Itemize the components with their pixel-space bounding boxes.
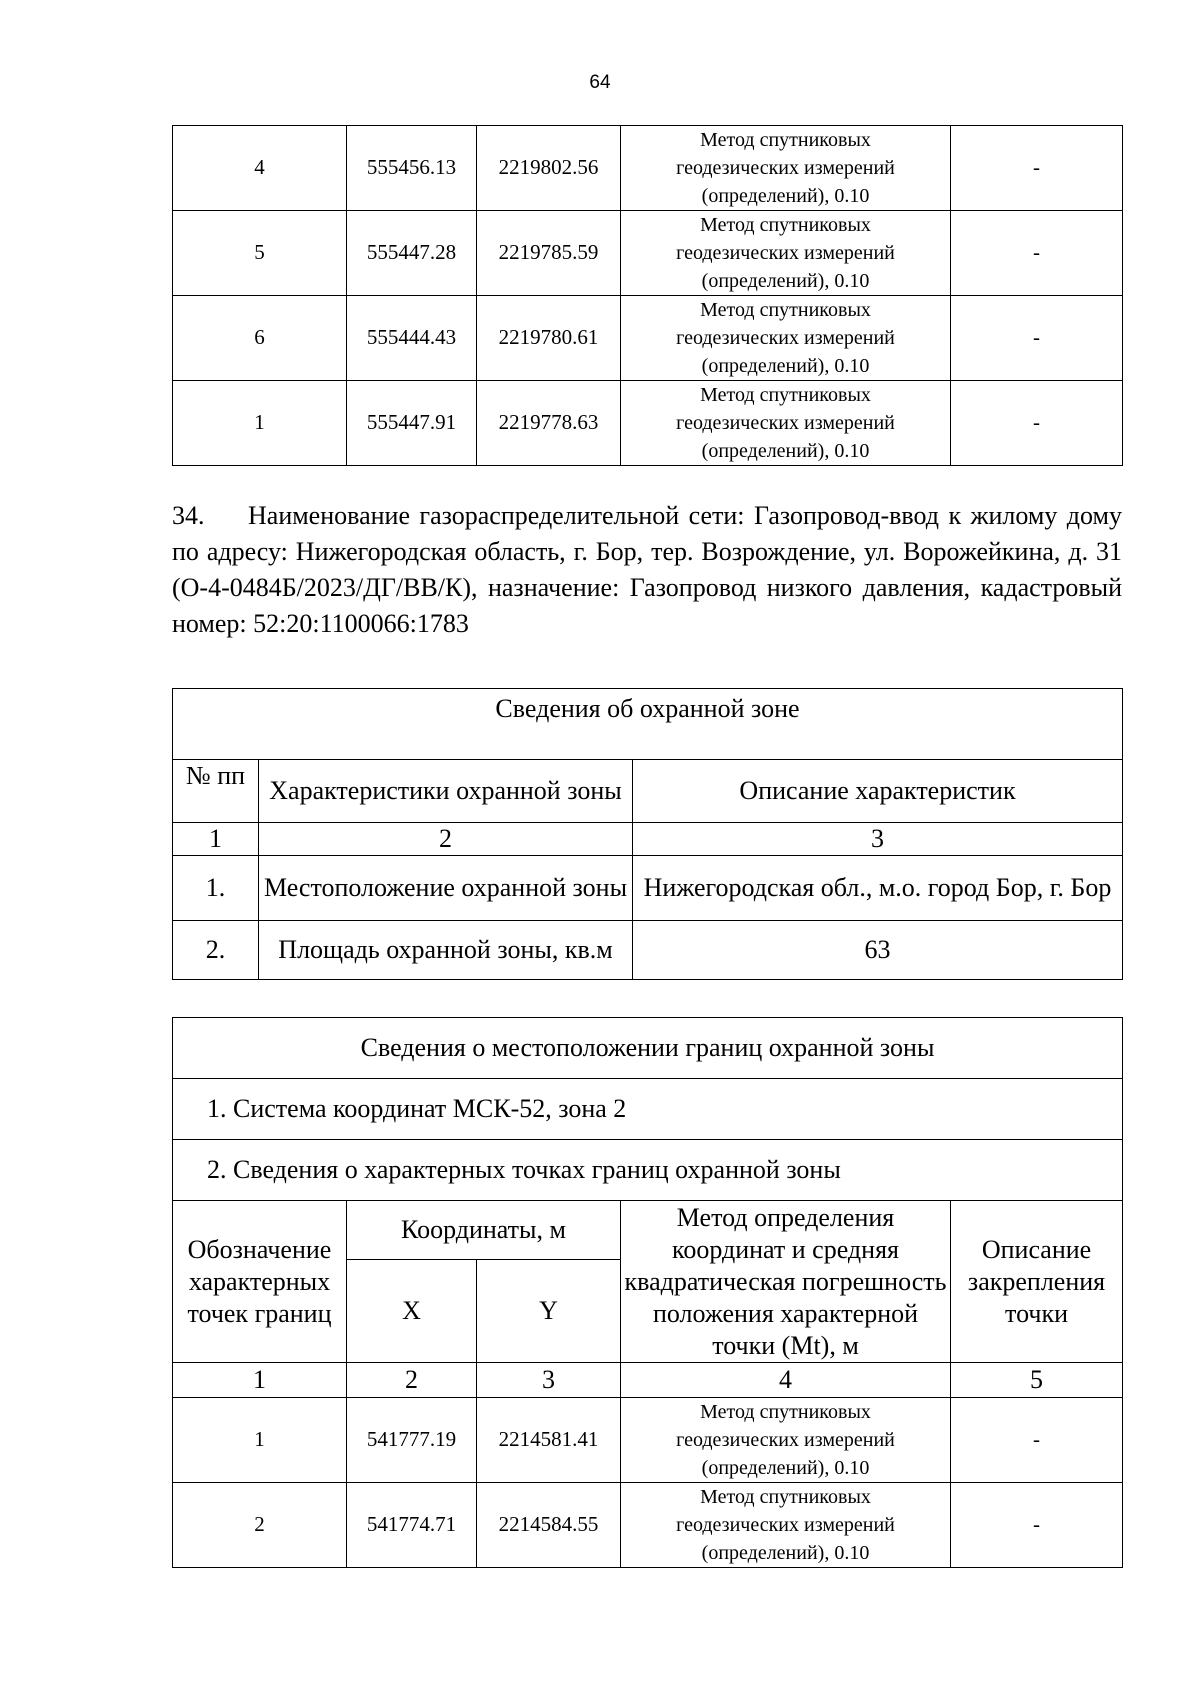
header-characteristics: Характеристики охранной зоны: [259, 760, 633, 823]
method-line: геодезических измерений: [676, 157, 895, 179]
point-label: 4: [173, 126, 347, 211]
method-line: Метод спутниковых: [700, 214, 871, 236]
fixation-description: -: [951, 126, 1123, 211]
method-line: геодезических измерений: [676, 412, 895, 434]
point-label: 6: [173, 296, 347, 381]
table-row: [173, 211, 1123, 296]
method-line: (определений), 0.10: [701, 185, 870, 207]
method-line: Метод спутниковых: [700, 384, 871, 406]
coordinate-x: 541774.71: [347, 1483, 477, 1568]
method-line: Метод спутниковых: [700, 129, 871, 151]
boundary-table-title: Сведения о местоположении границ охранной зоны: [173, 1018, 1123, 1079]
method-cell: [621, 1398, 951, 1483]
coordinate-system: 1. Система координат МСК-52, зона 2: [173, 1079, 1123, 1140]
coordinate-x: 555444.43: [347, 296, 477, 381]
method-cell: [621, 296, 951, 381]
zone-table-title: Сведения об охранной зоне: [173, 689, 1123, 760]
header-coordinates: Координаты, м: [347, 1201, 621, 1260]
column-number: 1: [173, 823, 259, 856]
coordinate-y: 2219778.63: [477, 381, 621, 466]
page-number: 64: [589, 72, 611, 93]
fixation-description: -: [951, 211, 1123, 296]
header-fixation: Описание закрепления точки: [951, 1201, 1123, 1363]
point-label: 2: [173, 1483, 347, 1568]
characteristic-name: Местоположение охранной зоны: [259, 856, 633, 921]
coordinate-y: 2219780.61: [477, 296, 621, 381]
method-line: геодезических измерений: [676, 327, 895, 349]
column-number: 3: [633, 823, 1123, 856]
fixation-description: -: [951, 296, 1123, 381]
method-line: геодезических измерений: [676, 1429, 895, 1451]
coordinate-y: 2219802.56: [477, 126, 621, 211]
method-cell: [621, 126, 951, 211]
column-number: 2: [259, 823, 633, 856]
coordinate-y: 2214584.55: [477, 1483, 621, 1568]
table-row: [173, 126, 1123, 211]
method-line: Метод спутниковых: [700, 1486, 871, 1508]
header-method: Метод определения координат и средняя квадратическая погрешность положения характерной точки (Mt), м: [621, 1201, 951, 1363]
column-number: 3: [477, 1363, 621, 1398]
row-number: 1.: [173, 856, 259, 921]
coordinate-x: 541777.19: [347, 1398, 477, 1483]
protection-zone-table: [172, 688, 1123, 980]
table-row: [173, 1483, 1123, 1568]
method-line: (определений), 0.10: [701, 270, 870, 292]
fixation-description: -: [951, 381, 1123, 466]
column-number: 2: [347, 1363, 477, 1398]
header-designation: Обозначение характерных точек границ: [173, 1201, 347, 1363]
table-row: [173, 1398, 1123, 1483]
method-cell: [621, 211, 951, 296]
characteristic-value: Нижегородская обл., м.о. город Бор, г. Бор: [633, 856, 1123, 921]
column-number: 5: [951, 1363, 1123, 1398]
column-number: 4: [621, 1363, 951, 1398]
points-section-title: 2. Сведения о характерных точках границ охранной зоны: [173, 1140, 1123, 1201]
coordinate-x: 555447.91: [347, 381, 477, 466]
point-label: 5: [173, 211, 347, 296]
method-line: геодезических измерений: [676, 1514, 895, 1536]
method-line: (определений), 0.10: [701, 1457, 870, 1479]
coordinate-y: 2219785.59: [477, 211, 621, 296]
network-description: [172, 498, 1122, 642]
table-row: [173, 296, 1123, 381]
column-number: 1: [173, 1363, 347, 1398]
coordinate-x: 555447.28: [347, 211, 477, 296]
table-row: [173, 381, 1123, 466]
method-line: Метод спутниковых: [700, 299, 871, 321]
method-line: (определений), 0.10: [701, 440, 870, 462]
method-cell: [621, 381, 951, 466]
coordinate-x: 555456.13: [347, 126, 477, 211]
coordinate-y: 2214581.41: [477, 1398, 621, 1483]
method-cell: [621, 1483, 951, 1568]
item-text: Наименование газораспределительной сети: Газопровод-ввод к жилому дому по адресу: Нижегородская область, г. Бор, тер. Возрождение, ул. Ворожейкина, д. 31 (О-4-0484Б/2023/ДГ/ВВ/К), назначение: Газопровод низкого давления, кадастровый номер: 52:20:1100066:1783: [172, 501, 1122, 638]
header-x: X: [347, 1260, 477, 1363]
characteristic-value: 63: [633, 921, 1123, 980]
method-line: Метод спутниковых: [700, 1401, 871, 1423]
fixation-description: -: [951, 1483, 1123, 1568]
header-description: Описание характеристик: [633, 760, 1123, 823]
point-label: 1: [173, 381, 347, 466]
boundary-points-table: [172, 1017, 1123, 1568]
point-label: 1: [173, 1398, 347, 1483]
method-line: (определений), 0.10: [701, 355, 870, 377]
coordinates-table-continued: [172, 125, 1123, 466]
method-line: геодезических измерений: [676, 242, 895, 264]
header-number: № пп: [173, 760, 259, 823]
fixation-description: -: [951, 1398, 1123, 1483]
item-number: 34.: [172, 501, 205, 530]
row-number: 2.: [173, 921, 259, 980]
method-line: (определений), 0.10: [701, 1542, 870, 1564]
header-y: Y: [477, 1260, 621, 1363]
characteristic-name: Площадь охранной зоны, кв.м: [259, 921, 633, 980]
